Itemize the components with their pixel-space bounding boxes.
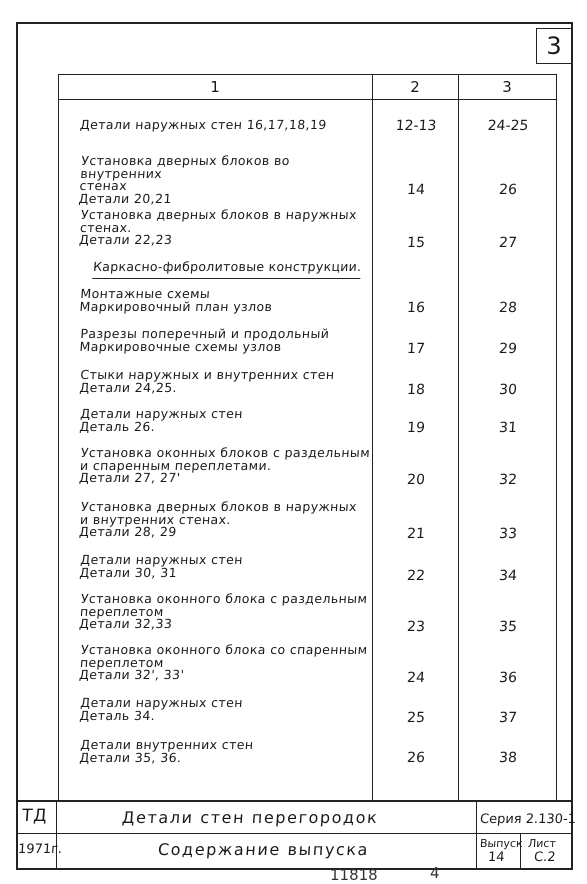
section-title: Каркасно-фибролитовые конструкции. <box>92 259 362 279</box>
title-block-title: Детали стен перегородок <box>121 808 380 827</box>
table-top-border <box>58 74 557 75</box>
table-row-col2: 20 <box>406 472 426 488</box>
table-row-col3: 26 <box>498 182 518 198</box>
footer-mark: 4 <box>430 864 440 882</box>
table-row-description: Разрезы поперечный и продольный Маркировочные схемы узлов <box>79 326 330 354</box>
title-block-issue-value: 14 <box>487 850 506 865</box>
table-row-col3: 27 <box>498 235 518 251</box>
title-block-sheet-value: С.2 <box>533 850 557 865</box>
table-row-description: Стыки наружных и внутренних стен Детали 24,25. <box>79 367 335 395</box>
table-left-border <box>58 74 59 800</box>
title-block-sheet-label: Лист <box>527 837 557 850</box>
title-block-mid-border <box>16 833 573 834</box>
table-row-col2: 23 <box>406 619 426 635</box>
table-row-col2: 18 <box>406 382 426 398</box>
table-row-description: Установка дверных блоков в наружных стенах. Детали 22,23 <box>78 207 358 247</box>
table-row-col3: 38 <box>498 750 518 766</box>
table-row-description: Установка оконных блоков с раздельным и спаренным переплетами. Детали 27, 27' <box>78 445 371 485</box>
table-row-col3: 31 <box>498 420 518 436</box>
title-block-issue-label: Выпуск <box>479 837 524 850</box>
table-row-col3: 36 <box>498 670 518 686</box>
table-row-description: Детали наружных стен Детали 30, 31 <box>79 552 244 580</box>
table-row-description: Детали внутренних стен Детали 35, 36. <box>79 737 255 765</box>
table-col-divider-1 <box>372 74 373 800</box>
table-row-col2: 17 <box>406 341 426 357</box>
title-block-divider-left <box>56 800 57 868</box>
table-row-col3: 33 <box>498 526 518 542</box>
table-row-col3: 34 <box>498 568 518 584</box>
table-row-col2: 19 <box>406 420 426 436</box>
table-row-col3: 28 <box>498 300 518 316</box>
sheet-mark: 3 <box>536 28 572 64</box>
table-row-col2: 12-13 <box>395 118 437 134</box>
title-block-series: Серия 2.130-1 <box>479 812 577 827</box>
table-row-col3: 37 <box>498 710 518 726</box>
table-row-col2: 26 <box>406 750 426 766</box>
table-row-description: Установка дверных блоков в наружных и внутренних стенах. Детали 28, 29 <box>78 499 358 539</box>
table-row-description: Установка оконного блока со спаренным переплетом Детали 32', 33' <box>78 642 369 682</box>
table-row-col2: 16 <box>406 300 426 316</box>
table-row-col2: 21 <box>406 526 426 542</box>
column-header-1: 1 <box>210 78 220 96</box>
table-row-col2: 15 <box>406 235 426 251</box>
table-row-col2: 14 <box>406 182 426 198</box>
title-block-top-border <box>16 800 573 802</box>
table-row-col2: 22 <box>406 568 426 584</box>
footer-number: 11818 <box>330 866 378 884</box>
title-block-divider-right <box>476 800 477 868</box>
table-row-col2: 24 <box>406 670 426 686</box>
table-row-description: Установка оконного блока с раздельным переплетом Детали 32,33 <box>78 591 368 631</box>
table-row-description: Детали наружных стен Деталь 26. <box>79 406 244 434</box>
title-block-subtitle: Содержание выпуска <box>157 840 370 859</box>
column-header-3: 3 <box>502 78 512 96</box>
table-header-border <box>58 99 557 100</box>
table-row-description: Детали наружных стен Деталь 34. <box>79 695 244 723</box>
table-row-col3: 24-25 <box>487 118 529 134</box>
title-block-year: 1971г. <box>17 842 63 857</box>
table-row-col3: 29 <box>498 341 518 357</box>
column-header-2: 2 <box>410 78 420 96</box>
table-row-description: Детали наружных стен 16,17,18,19 <box>79 117 328 132</box>
table-row-col3: 30 <box>498 382 518 398</box>
title-block-code: ТД <box>21 806 49 826</box>
table-row-description: Установка дверных блоков во внутренних стенах Детали 20,21 <box>78 153 291 206</box>
table-row-col3: 35 <box>498 619 518 635</box>
table-row-col3: 32 <box>498 472 518 488</box>
table-row-col2: 25 <box>406 710 426 726</box>
table-row-description: Монтажные схемы Маркировочный план узлов <box>79 286 273 314</box>
